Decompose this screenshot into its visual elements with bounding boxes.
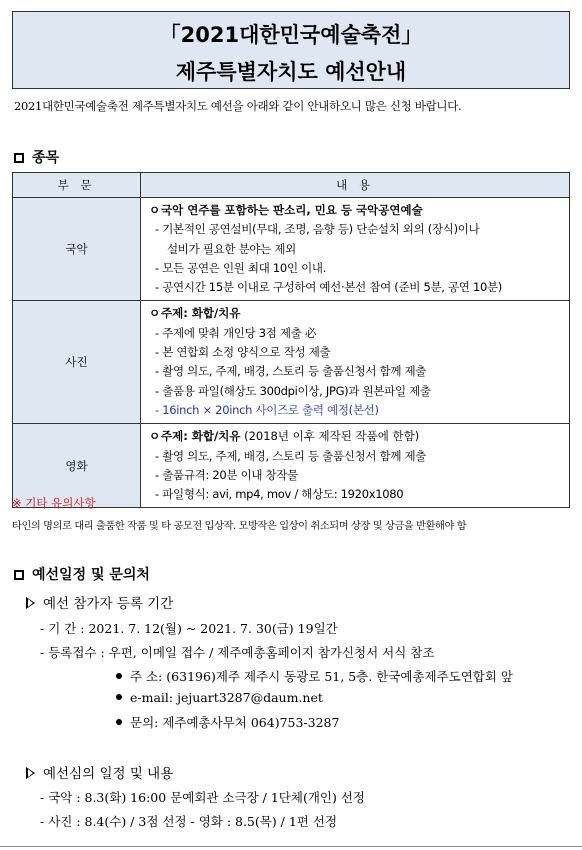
table-header-row	[13, 173, 570, 198]
lead-text: 주제: 화합/치유	[161, 306, 241, 321]
genre-cell: 국악	[13, 198, 141, 301]
category-table	[12, 172, 570, 508]
lead-text: 국악 연주를 포함하는 판소리, 민요 등 국악공연예술	[161, 203, 423, 217]
email-text: e-mail: jejuart3287@daum.net	[130, 690, 323, 705]
section-schedule-heading	[14, 564, 150, 584]
title-box	[12, 11, 570, 89]
title-line1: 「2021대한민국예술축전」	[159, 23, 423, 47]
lead-line	[149, 427, 561, 446]
note-text: 타인의 명의로 대리 출품한 작품 및 타 공모전 입상작. 모방작은 입상이 취소되며 상장 및 상금을 반환해야 함	[12, 521, 467, 532]
address-text: 주 소: (63196)제주 제주시 동광로 51, 5층. 한국예총제주도연합회 앞	[130, 669, 513, 684]
section-schedule-title: 예선일정 및 문의처	[32, 567, 150, 583]
email-line	[116, 690, 323, 705]
list-item: - 주제에 맞춰 개인당 3점 제출 必	[155, 325, 317, 340]
exam-line-1: - 국악 : 8.3(화) 16:00 문예회관 소극장 / 1단체(개인) 선정	[40, 790, 365, 805]
genre-cell: 영화	[13, 424, 141, 508]
triangle-bullet-icon	[26, 767, 35, 779]
list-item: 설비가 필요한 분야는 제외	[167, 241, 296, 256]
exam-heading-text: 예선심의 일정 및 내용	[43, 766, 174, 782]
list-item: - 파일형식: avi, mp4, mov / 해상도: 1920x1080	[155, 487, 404, 502]
list-item: - 공연시간 15분 이내로 구성하여 예선·본선 참여 (준비 5분, 공연 10분)	[155, 280, 502, 295]
list-item: - 본 연합회 소정 양식으로 작성 제출	[155, 345, 331, 360]
genre-cell: 사진	[13, 301, 141, 424]
list-item: - 촬영 의도, 주제, 배경, 스토리 등 출품신청서 함께 제출	[155, 364, 427, 379]
header-content: 내 용	[141, 173, 570, 198]
lead-line	[149, 304, 561, 323]
title-line2: 제주특별자치도 예선안내	[175, 60, 407, 84]
triangle-bullet-icon	[26, 597, 35, 609]
list-item: - 기본적인 공연설비(무대, 조명, 음향 등) 단순설치 외의 (장식)이나	[155, 222, 480, 237]
note-heading: ※ 기타 유의사항	[12, 496, 96, 510]
dot-bullet-icon	[116, 673, 122, 679]
address-line	[116, 667, 513, 685]
section-category-title: 종목	[32, 150, 60, 166]
contact-line	[116, 713, 339, 731]
table-row	[13, 198, 570, 301]
lead-line	[149, 201, 561, 220]
contact-text: 문의: 제주예총사무처 064)753-3287	[130, 715, 340, 730]
content-cell	[141, 198, 570, 301]
lead-extra: (2018년 이후 제작된 작품에 한함)	[240, 429, 420, 444]
dot-bullet-icon	[116, 694, 122, 700]
list-item: - 출품용 파일(해상도 300dpi이상, JPG)과 원본파일 제출	[155, 383, 431, 398]
circle-bullet-icon: ㅇ	[149, 306, 161, 321]
list-item: - 출품규격: 20분 이내 창작물	[155, 467, 298, 482]
table-row	[13, 301, 570, 424]
square-bullet-icon	[14, 570, 24, 580]
table-row	[13, 424, 570, 508]
list-item: - 촬영 의도, 주제, 배경, 스토리 등 출품신청서 함께 제출	[155, 448, 427, 463]
register-line: - 등록접수 : 우편, 이메일 접수 / 제주예총홈페이지 참가신청서 서식 참조	[40, 645, 435, 660]
dot-bullet-icon	[116, 719, 122, 725]
intro-text: 2021대한민국예술축전 제주특별자치도 예선을 아래와 같이 안내하오니 많은 신청 바랍니다.	[14, 99, 462, 113]
register-heading-text: 예선 참가자 등록 기간	[43, 596, 174, 612]
square-bullet-icon	[14, 153, 24, 163]
section-category-heading	[14, 147, 59, 167]
circle-bullet-icon: ㅇ	[149, 429, 161, 444]
content-cell	[141, 301, 570, 424]
period-line: - 기 간 : 2021. 7. 12(월) ~ 2021. 7. 30(금) 19일간	[40, 621, 338, 636]
circle-bullet-icon: ㅇ	[149, 203, 161, 217]
exam-line-2: - 사진 : 8.4(수) / 3점 선정 - 영화 : 8.5(목) / 1편 선정	[40, 814, 338, 829]
bottom-divider	[0, 846, 582, 847]
header-genre: 부 문	[13, 173, 141, 198]
list-item: - 모든 공연은 인원 최대 10인 이내.	[155, 260, 327, 275]
content-cell	[141, 424, 570, 508]
lead-text: 주제: 화합/치유	[161, 429, 241, 444]
exam-heading	[26, 762, 173, 782]
register-heading	[26, 592, 173, 612]
list-item-highlight: - 16inch × 20inch 사이즈로 출력 예정(본선)	[155, 402, 379, 417]
